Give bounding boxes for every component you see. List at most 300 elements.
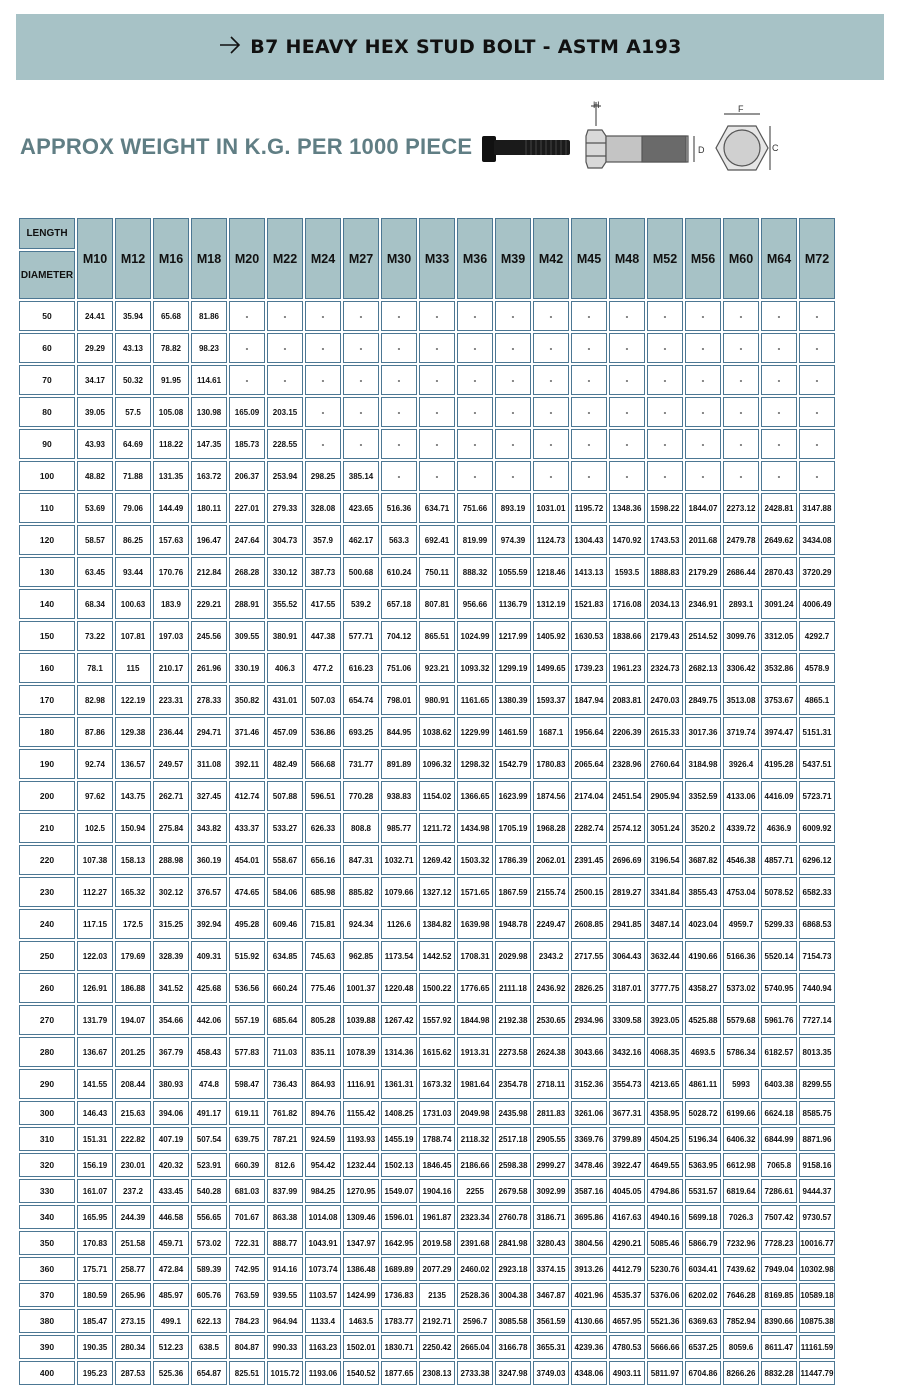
weight-cell: 265.96 bbox=[115, 1283, 151, 1307]
weight-cell: 87.86 bbox=[77, 717, 113, 747]
weight-cell: 3719.74 bbox=[723, 717, 759, 747]
length-cell: 260 bbox=[19, 973, 75, 1003]
weight-cell: 938.83 bbox=[381, 781, 417, 811]
weight-cell: 1786.39 bbox=[495, 845, 531, 875]
length-cell: 70 bbox=[19, 365, 75, 395]
weight-cell: 3513.08 bbox=[723, 685, 759, 715]
weight-cell: 1161.65 bbox=[457, 685, 493, 715]
table-row bbox=[19, 1101, 835, 1125]
length-cell: 110 bbox=[19, 493, 75, 523]
weight-cell: 64.69 bbox=[115, 429, 151, 459]
weight-cell: 2179.29 bbox=[685, 557, 721, 587]
weight-cell: 2649.62 bbox=[761, 525, 797, 555]
table-row bbox=[19, 1127, 835, 1151]
weight-cell: 183.9 bbox=[153, 589, 189, 619]
weight-cell: 298.25 bbox=[305, 461, 341, 491]
weight-cell: 8013.35 bbox=[799, 1037, 835, 1067]
weight-cell: 742.95 bbox=[229, 1257, 265, 1281]
weight-cell: - bbox=[647, 333, 683, 363]
weight-cell: - bbox=[685, 365, 721, 395]
weight-cell: 107.81 bbox=[115, 621, 151, 651]
column-header: M22 bbox=[267, 218, 303, 299]
weight-cell: 639.75 bbox=[229, 1127, 265, 1151]
weight-cell: - bbox=[533, 365, 569, 395]
weight-cell: 6009.92 bbox=[799, 813, 835, 843]
table-row bbox=[19, 717, 835, 747]
weight-cell: 1499.65 bbox=[533, 653, 569, 683]
weight-cell: 1571.65 bbox=[457, 877, 493, 907]
weight-cell: 4903.11 bbox=[609, 1361, 645, 1385]
weight-cell: 751.66 bbox=[457, 493, 493, 523]
weight-cell: 2500.15 bbox=[571, 877, 607, 907]
weight-cell: 556.65 bbox=[191, 1205, 227, 1229]
weight-cell: 157.63 bbox=[153, 525, 189, 555]
weight-cell: 143.75 bbox=[115, 781, 151, 811]
weight-cell: 2665.04 bbox=[457, 1335, 493, 1359]
weight-cell: 3855.43 bbox=[685, 877, 721, 907]
weight-cell: 507.88 bbox=[267, 781, 303, 811]
length-cell: 50 bbox=[19, 301, 75, 331]
weight-cell: 1502.13 bbox=[381, 1153, 417, 1177]
weight-cell: 540.28 bbox=[191, 1179, 227, 1203]
weight-cell: 1314.36 bbox=[381, 1037, 417, 1067]
weight-cell: 539.2 bbox=[343, 589, 379, 619]
weight-cell: 4959.7 bbox=[723, 909, 759, 939]
weight-cell: 1687.1 bbox=[533, 717, 569, 747]
table-row bbox=[19, 749, 835, 779]
weight-cell: 1503.32 bbox=[457, 845, 493, 875]
weight-cell: 165.32 bbox=[115, 877, 151, 907]
weight-cell: - bbox=[647, 301, 683, 331]
weight-cell: 2118.32 bbox=[457, 1127, 493, 1151]
weight-cell: 609.46 bbox=[267, 909, 303, 939]
weight-table bbox=[17, 216, 837, 1387]
weight-cell: 5437.51 bbox=[799, 749, 835, 779]
length-cell: 290 bbox=[19, 1069, 75, 1099]
weight-cell: 847.31 bbox=[343, 845, 379, 875]
weight-cell: 35.94 bbox=[115, 301, 151, 331]
weight-cell: 1413.13 bbox=[571, 557, 607, 587]
weight-cell: 3166.78 bbox=[495, 1335, 531, 1359]
weight-cell: 1838.66 bbox=[609, 621, 645, 651]
weight-cell: 294.71 bbox=[191, 717, 227, 747]
weight-cell: 3434.08 bbox=[799, 525, 835, 555]
weight-cell: 117.15 bbox=[77, 909, 113, 939]
length-cell: 240 bbox=[19, 909, 75, 939]
weight-cell: 151.31 bbox=[77, 1127, 113, 1151]
weight-cell: 131.79 bbox=[77, 1005, 113, 1035]
weight-cell: 1405.92 bbox=[533, 621, 569, 651]
weight-cell: 1366.65 bbox=[457, 781, 493, 811]
weight-cell: 328.08 bbox=[305, 493, 341, 523]
weight-cell: 885.82 bbox=[343, 877, 379, 907]
weight-cell: 512.23 bbox=[153, 1335, 189, 1359]
weight-cell: 6403.38 bbox=[761, 1069, 797, 1099]
weight-cell: 8832.28 bbox=[761, 1361, 797, 1385]
weight-cell: 566.68 bbox=[305, 749, 341, 779]
weight-cell: - bbox=[267, 333, 303, 363]
length-cell: 360 bbox=[19, 1257, 75, 1281]
weight-cell: 196.47 bbox=[191, 525, 227, 555]
weight-cell: 2436.92 bbox=[533, 973, 569, 1003]
weight-cell: 2451.54 bbox=[609, 781, 645, 811]
weight-cell: 1743.53 bbox=[647, 525, 683, 555]
weight-cell: 3152.36 bbox=[571, 1069, 607, 1099]
weight-cell: 701.67 bbox=[229, 1205, 265, 1229]
weight-cell: - bbox=[571, 397, 607, 427]
weight-cell: 2273.12 bbox=[723, 493, 759, 523]
weight-cell: 6182.57 bbox=[761, 1037, 797, 1067]
weight-cell: 63.45 bbox=[77, 557, 113, 587]
weight-cell: 458.43 bbox=[191, 1037, 227, 1067]
weight-cell: 43.13 bbox=[115, 333, 151, 363]
weight-cell: 3280.43 bbox=[533, 1231, 569, 1255]
weight-cell: 360.19 bbox=[191, 845, 227, 875]
weight-cell: 808.8 bbox=[343, 813, 379, 843]
weight-cell: 962.85 bbox=[343, 941, 379, 971]
table-row bbox=[19, 1361, 835, 1385]
weight-cell: 341.52 bbox=[153, 973, 189, 1003]
weight-cell: 7286.61 bbox=[761, 1179, 797, 1203]
weight-cell: 3923.05 bbox=[647, 1005, 683, 1035]
weight-cell: 8059.6 bbox=[723, 1335, 759, 1359]
weight-cell: - bbox=[343, 429, 379, 459]
weight-cell: 4213.65 bbox=[647, 1069, 683, 1099]
weight-cell: 7440.94 bbox=[799, 973, 835, 1003]
weight-cell: 212.84 bbox=[191, 557, 227, 587]
weight-cell: 1103.57 bbox=[305, 1283, 341, 1307]
weight-cell: 3099.76 bbox=[723, 621, 759, 651]
weight-cell: 1642.95 bbox=[381, 1231, 417, 1255]
weight-cell: 1716.08 bbox=[609, 589, 645, 619]
weight-cell: 5078.52 bbox=[761, 877, 797, 907]
weight-cell: - bbox=[647, 397, 683, 427]
weight-cell: 6406.32 bbox=[723, 1127, 759, 1151]
weight-cell: 287.53 bbox=[115, 1361, 151, 1385]
weight-cell: - bbox=[609, 365, 645, 395]
weight-cell: 423.65 bbox=[343, 493, 379, 523]
weight-cell: 4239.36 bbox=[571, 1335, 607, 1359]
weight-cell: 4023.04 bbox=[685, 909, 721, 939]
weight-cell: 472.84 bbox=[153, 1257, 189, 1281]
weight-cell: 3804.56 bbox=[571, 1231, 607, 1255]
weight-cell: 6612.98 bbox=[723, 1153, 759, 1177]
weight-cell: 1623.99 bbox=[495, 781, 531, 811]
weight-cell: 4693.5 bbox=[685, 1037, 721, 1067]
weight-cell: - bbox=[761, 397, 797, 427]
weight-cell: 1232.44 bbox=[343, 1153, 379, 1177]
weight-cell: 1780.83 bbox=[533, 749, 569, 779]
weight-cell: - bbox=[761, 365, 797, 395]
weight-cell: 58.57 bbox=[77, 525, 113, 555]
weight-cell: 6844.99 bbox=[761, 1127, 797, 1151]
weight-cell: 1434.98 bbox=[457, 813, 493, 843]
weight-cell: 685.64 bbox=[267, 1005, 303, 1035]
weight-cell: 10875.38 bbox=[799, 1309, 835, 1333]
table-row bbox=[19, 557, 835, 587]
weight-cell: 43.93 bbox=[77, 429, 113, 459]
weight-cell: 2819.27 bbox=[609, 877, 645, 907]
weight-cell: 1001.37 bbox=[343, 973, 379, 1003]
length-cell: 180 bbox=[19, 717, 75, 747]
weight-cell: 1155.42 bbox=[343, 1101, 379, 1125]
weight-cell: 130.98 bbox=[191, 397, 227, 427]
weight-cell: 2941.85 bbox=[609, 909, 645, 939]
weight-cell: - bbox=[267, 301, 303, 331]
weight-cell: 3561.59 bbox=[533, 1309, 569, 1333]
weight-cell: 2324.73 bbox=[647, 653, 683, 683]
column-header: M45 bbox=[571, 218, 607, 299]
length-cell: 90 bbox=[19, 429, 75, 459]
weight-cell: 2019.58 bbox=[419, 1231, 455, 1255]
weight-cell: 275.84 bbox=[153, 813, 189, 843]
weight-cell: 170.83 bbox=[77, 1231, 113, 1255]
weight-cell: 2343.2 bbox=[533, 941, 569, 971]
weight-cell: 78.1 bbox=[77, 653, 113, 683]
weight-cell: - bbox=[419, 397, 455, 427]
table-row bbox=[19, 429, 835, 459]
weight-cell: 454.01 bbox=[229, 845, 265, 875]
column-header: M10 bbox=[77, 218, 113, 299]
weight-cell: 129.38 bbox=[115, 717, 151, 747]
table-row bbox=[19, 493, 835, 523]
weight-cell: 1867.59 bbox=[495, 877, 531, 907]
column-header: M56 bbox=[685, 218, 721, 299]
weight-cell: 1347.97 bbox=[343, 1231, 379, 1255]
length-cell: 100 bbox=[19, 461, 75, 491]
weight-cell: 1229.99 bbox=[457, 717, 493, 747]
weight-cell: 3312.05 bbox=[761, 621, 797, 651]
weight-cell: 158.13 bbox=[115, 845, 151, 875]
weight-cell: 2598.38 bbox=[495, 1153, 531, 1177]
label-c: C bbox=[772, 143, 779, 153]
weight-cell: 923.21 bbox=[419, 653, 455, 683]
weight-cell: 4857.71 bbox=[761, 845, 797, 875]
weight-cell: 2760.64 bbox=[647, 749, 683, 779]
column-header: M30 bbox=[381, 218, 417, 299]
weight-cell: 888.32 bbox=[457, 557, 493, 587]
weight-cell: 491.17 bbox=[191, 1101, 227, 1125]
weight-cell: 156.19 bbox=[77, 1153, 113, 1177]
weight-cell: 2135 bbox=[419, 1283, 455, 1307]
weight-cell: 79.06 bbox=[115, 493, 151, 523]
weight-cell: 1043.91 bbox=[305, 1231, 341, 1255]
weight-cell: 3247.98 bbox=[495, 1361, 531, 1385]
weight-cell: - bbox=[495, 397, 531, 427]
table-row bbox=[19, 845, 835, 875]
weight-cell: 1014.08 bbox=[305, 1205, 341, 1229]
length-cell: 250 bbox=[19, 941, 75, 971]
weight-cell: 499.1 bbox=[153, 1309, 189, 1333]
weight-cell: 3926.4 bbox=[723, 749, 759, 779]
weight-cell: 1211.72 bbox=[419, 813, 455, 843]
weight-cell: - bbox=[609, 333, 645, 363]
weight-cell: 3677.31 bbox=[609, 1101, 645, 1125]
weight-cell: 660.24 bbox=[267, 973, 303, 1003]
weight-cell: 3147.88 bbox=[799, 493, 835, 523]
weight-cell: 4861.11 bbox=[685, 1069, 721, 1099]
weight-cell: 605.76 bbox=[191, 1283, 227, 1307]
length-cell: 60 bbox=[19, 333, 75, 363]
weight-cell: 865.51 bbox=[419, 621, 455, 651]
weight-cell: 990.33 bbox=[267, 1335, 303, 1359]
weight-cell: 2435.98 bbox=[495, 1101, 531, 1125]
column-header: M48 bbox=[609, 218, 645, 299]
weight-cell: 825.51 bbox=[229, 1361, 265, 1385]
weight-cell: 1269.42 bbox=[419, 845, 455, 875]
weight-cell: - bbox=[457, 365, 493, 395]
weight-cell: 68.34 bbox=[77, 589, 113, 619]
weight-cell: 2034.13 bbox=[647, 589, 683, 619]
weight-cell: 1193.93 bbox=[343, 1127, 379, 1151]
weight-cell: 6199.66 bbox=[723, 1101, 759, 1125]
weight-cell: 4525.88 bbox=[685, 1005, 721, 1035]
weight-cell: 175.71 bbox=[77, 1257, 113, 1281]
weight-cell: 3051.24 bbox=[647, 813, 683, 843]
weight-cell: 222.82 bbox=[115, 1127, 151, 1151]
weight-cell: 787.21 bbox=[267, 1127, 303, 1151]
weight-cell: 1847.94 bbox=[571, 685, 607, 715]
weight-cell: 78.82 bbox=[153, 333, 189, 363]
weight-cell: - bbox=[343, 397, 379, 427]
table-row bbox=[19, 333, 835, 363]
weight-cell: 1598.22 bbox=[647, 493, 683, 523]
weight-cell: 150.94 bbox=[115, 813, 151, 843]
weight-cell: 4504.25 bbox=[647, 1127, 683, 1151]
weight-cell: 763.59 bbox=[229, 1283, 265, 1307]
weight-cell: 619.11 bbox=[229, 1101, 265, 1125]
weight-cell: - bbox=[723, 365, 759, 395]
weight-cell: 114.61 bbox=[191, 365, 227, 395]
weight-cell: 215.63 bbox=[115, 1101, 151, 1125]
weight-cell: 1218.46 bbox=[533, 557, 569, 587]
table-row bbox=[19, 1231, 835, 1255]
weight-cell: - bbox=[457, 461, 493, 491]
weight-cell: - bbox=[229, 365, 265, 395]
weight-cell: 4133.06 bbox=[723, 781, 759, 811]
weight-cell: 3695.86 bbox=[571, 1205, 607, 1229]
weight-cell: 102.5 bbox=[77, 813, 113, 843]
weight-cell: 2682.13 bbox=[685, 653, 721, 683]
table-row bbox=[19, 653, 835, 683]
weight-cell: 201.25 bbox=[115, 1037, 151, 1067]
weight-cell: 146.43 bbox=[77, 1101, 113, 1125]
weight-cell: 237.2 bbox=[115, 1179, 151, 1203]
weight-cell: - bbox=[571, 429, 607, 459]
weight-cell: 863.38 bbox=[267, 1205, 303, 1229]
weight-cell: 92.74 bbox=[77, 749, 113, 779]
weight-cell: 812.6 bbox=[267, 1153, 303, 1177]
weight-cell: 2530.65 bbox=[533, 1005, 569, 1035]
length-cell: 280 bbox=[19, 1037, 75, 1067]
weight-cell: - bbox=[685, 333, 721, 363]
weight-cell: 1093.32 bbox=[457, 653, 493, 683]
weight-cell: - bbox=[723, 397, 759, 427]
weight-cell: 835.11 bbox=[305, 1037, 341, 1067]
weight-cell: 3309.58 bbox=[609, 1005, 645, 1035]
weight-cell: 7949.04 bbox=[761, 1257, 797, 1281]
weight-cell: - bbox=[457, 397, 493, 427]
weight-cell: - bbox=[381, 461, 417, 491]
weight-cell: 1193.06 bbox=[305, 1361, 341, 1385]
weight-cell: 9444.37 bbox=[799, 1179, 835, 1203]
weight-cell: 4753.04 bbox=[723, 877, 759, 907]
weight-cell: 3064.43 bbox=[609, 941, 645, 971]
weight-cell: 500.68 bbox=[343, 557, 379, 587]
weight-cell: 180.59 bbox=[77, 1283, 113, 1307]
weight-cell: 3554.73 bbox=[609, 1069, 645, 1099]
weight-cell: - bbox=[761, 301, 797, 331]
weight-cell: 392.11 bbox=[229, 749, 265, 779]
weight-cell: 4339.72 bbox=[723, 813, 759, 843]
weight-cell: 2011.68 bbox=[685, 525, 721, 555]
weight-cell: 311.08 bbox=[191, 749, 227, 779]
weight-cell: 3196.54 bbox=[647, 845, 683, 875]
weight-cell: 93.44 bbox=[115, 557, 151, 587]
weight-cell: 5699.18 bbox=[685, 1205, 721, 1229]
weight-cell: 7232.96 bbox=[723, 1231, 759, 1255]
weight-cell: 2460.02 bbox=[457, 1257, 493, 1281]
weight-cell: - bbox=[533, 301, 569, 331]
weight-cell: 5166.36 bbox=[723, 941, 759, 971]
weight-cell: 105.08 bbox=[153, 397, 189, 427]
weight-cell: 616.23 bbox=[343, 653, 379, 683]
weight-cell: 4290.21 bbox=[609, 1231, 645, 1255]
weight-cell: 2470.03 bbox=[647, 685, 683, 715]
weight-cell: 1384.82 bbox=[419, 909, 455, 939]
weight-cell: 557.19 bbox=[229, 1005, 265, 1035]
length-cell: 160 bbox=[19, 653, 75, 683]
weight-cell: 805.28 bbox=[305, 1005, 341, 1035]
weight-cell: - bbox=[305, 365, 341, 395]
weight-cell: - bbox=[533, 333, 569, 363]
weight-cell: 1024.99 bbox=[457, 621, 493, 651]
weight-cell: 5363.95 bbox=[685, 1153, 721, 1177]
weight-cell: 278.33 bbox=[191, 685, 227, 715]
weight-cell: 924.59 bbox=[305, 1127, 341, 1151]
weight-cell: 1639.98 bbox=[457, 909, 493, 939]
weight-cell: 3922.47 bbox=[609, 1153, 645, 1177]
weight-cell: 1463.5 bbox=[343, 1309, 379, 1333]
weight-cell: 57.5 bbox=[115, 397, 151, 427]
column-header: M60 bbox=[723, 218, 759, 299]
weight-cell: 1961.23 bbox=[609, 653, 645, 683]
weight-cell: 122.19 bbox=[115, 685, 151, 715]
weight-cell: 4649.55 bbox=[647, 1153, 683, 1177]
weight-cell: 1521.83 bbox=[571, 589, 607, 619]
weight-cell: 4006.49 bbox=[799, 589, 835, 619]
weight-cell: 577.71 bbox=[343, 621, 379, 651]
weight-cell: 11161.59 bbox=[799, 1335, 835, 1359]
weight-cell: 656.16 bbox=[305, 845, 341, 875]
weight-cell: 1312.19 bbox=[533, 589, 569, 619]
weight-cell: 249.57 bbox=[153, 749, 189, 779]
weight-cell: 626.33 bbox=[305, 813, 341, 843]
weight-cell: 2250.42 bbox=[419, 1335, 455, 1359]
weight-cell: 8299.55 bbox=[799, 1069, 835, 1099]
length-cell: 380 bbox=[19, 1309, 75, 1333]
weight-cell: 5531.57 bbox=[685, 1179, 721, 1203]
weight-cell: 8611.47 bbox=[761, 1335, 797, 1359]
weight-cell: 279.33 bbox=[267, 493, 303, 523]
weight-cell: - bbox=[419, 429, 455, 459]
weight-cell: 5028.72 bbox=[685, 1101, 721, 1125]
weight-cell: 2391.45 bbox=[571, 845, 607, 875]
weight-cell: 1442.52 bbox=[419, 941, 455, 971]
weight-cell: 273.15 bbox=[115, 1309, 151, 1333]
weight-cell: 1844.07 bbox=[685, 493, 721, 523]
weight-cell: - bbox=[229, 333, 265, 363]
